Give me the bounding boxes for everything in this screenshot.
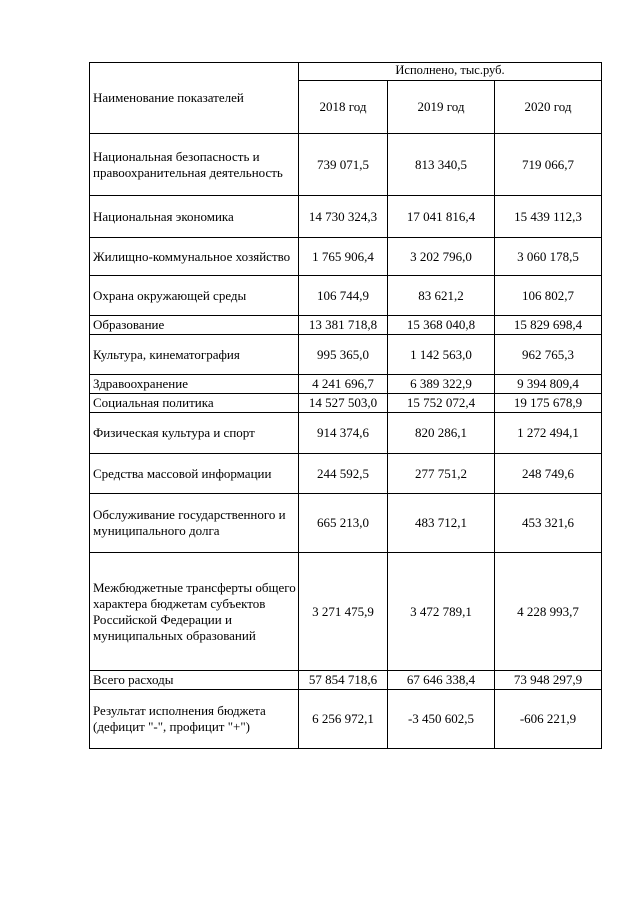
header-executed: Исполнено, тыс.руб.: [299, 63, 602, 81]
value-2019: 277 751,2: [388, 454, 495, 494]
value-2020: 719 066,7: [495, 134, 602, 196]
table-row: [90, 375, 602, 394]
table-row: [90, 671, 602, 690]
row-name: Национальная экономика: [90, 196, 299, 238]
table-row: [90, 316, 602, 335]
value-2019: 17 041 816,4: [388, 196, 495, 238]
value-2018: 914 374,6: [299, 413, 388, 454]
value-2018: 3 271 475,9: [299, 553, 388, 671]
table-row: [90, 413, 602, 454]
value-2019: 83 621,2: [388, 276, 495, 316]
row-name: Средства массовой информации: [90, 454, 299, 494]
value-2020: 453 321,6: [495, 494, 602, 553]
value-2020: 19 175 678,9: [495, 394, 602, 413]
value-2019: 813 340,5: [388, 134, 495, 196]
value-2019: 15 368 040,8: [388, 316, 495, 335]
value-2020: 73 948 297,9: [495, 671, 602, 690]
table-row: [90, 690, 602, 749]
value-2018: 57 854 718,6: [299, 671, 388, 690]
table-row: [90, 238, 602, 276]
row-name: Социальная политика: [90, 394, 299, 413]
table-row: [90, 394, 602, 413]
value-2018: 6 256 972,1: [299, 690, 388, 749]
row-name: Охрана окружающей среды: [90, 276, 299, 316]
row-name: Результат исполнения бюджета (дефицит "-", профицит "+"): [90, 690, 299, 749]
value-2020: 15 439 112,3: [495, 196, 602, 238]
value-2019: 1 142 563,0: [388, 335, 495, 375]
table-row: [90, 494, 602, 553]
value-2019: 3 202 796,0: [388, 238, 495, 276]
header-year-2019: 2019 год: [388, 81, 495, 134]
value-2018: 995 365,0: [299, 335, 388, 375]
header-year-2020: 2020 год: [495, 81, 602, 134]
value-2020: -606 221,9: [495, 690, 602, 749]
header-year-2018: 2018 год: [299, 81, 388, 134]
value-2018: 106 744,9: [299, 276, 388, 316]
row-name: Межбюджетные трансферты общего характера бюджетам субъектов Российской Федерации и муниципальных образований: [90, 553, 299, 671]
table-row: [90, 134, 602, 196]
row-name: Образование: [90, 316, 299, 335]
value-2020: 9 394 809,4: [495, 375, 602, 394]
value-2020: 962 765,3: [495, 335, 602, 375]
value-2018: 13 381 718,8: [299, 316, 388, 335]
value-2020: 3 060 178,5: [495, 238, 602, 276]
budget-table: [89, 62, 602, 749]
value-2019: 67 646 338,4: [388, 671, 495, 690]
header-name-col: Наименование показателей: [90, 63, 299, 134]
value-2018: 1 765 906,4: [299, 238, 388, 276]
value-2019: -3 450 602,5: [388, 690, 495, 749]
row-name: Жилищно-коммунальное хозяйство: [90, 238, 299, 276]
row-name: Здравоохранение: [90, 375, 299, 394]
value-2018: 665 213,0: [299, 494, 388, 553]
table-row: [90, 196, 602, 238]
value-2020: 248 749,6: [495, 454, 602, 494]
table-row: [90, 454, 602, 494]
value-2018: 244 592,5: [299, 454, 388, 494]
value-2019: 15 752 072,4: [388, 394, 495, 413]
row-name: Обслуживание государственного и муниципального долга: [90, 494, 299, 553]
value-2020: 1 272 494,1: [495, 413, 602, 454]
value-2019: 483 712,1: [388, 494, 495, 553]
value-2018: 739 071,5: [299, 134, 388, 196]
row-name: Национальная безопасность и правоохранительная деятельность: [90, 134, 299, 196]
row-name: Физическая культура и спорт: [90, 413, 299, 454]
value-2018: 4 241 696,7: [299, 375, 388, 394]
table-row: [90, 335, 602, 375]
budget-table-body: [90, 63, 602, 749]
value-2020: 106 802,7: [495, 276, 602, 316]
value-2019: 3 472 789,1: [388, 553, 495, 671]
value-2019: 820 286,1: [388, 413, 495, 454]
table-row: [90, 276, 602, 316]
value-2018: 14 730 324,3: [299, 196, 388, 238]
row-name: Культура, кинематография: [90, 335, 299, 375]
header-row-top: [90, 63, 602, 81]
row-name: Всего расходы: [90, 671, 299, 690]
value-2019: 6 389 322,9: [388, 375, 495, 394]
value-2018: 14 527 503,0: [299, 394, 388, 413]
table-row: [90, 553, 602, 671]
value-2020: 4 228 993,7: [495, 553, 602, 671]
value-2020: 15 829 698,4: [495, 316, 602, 335]
